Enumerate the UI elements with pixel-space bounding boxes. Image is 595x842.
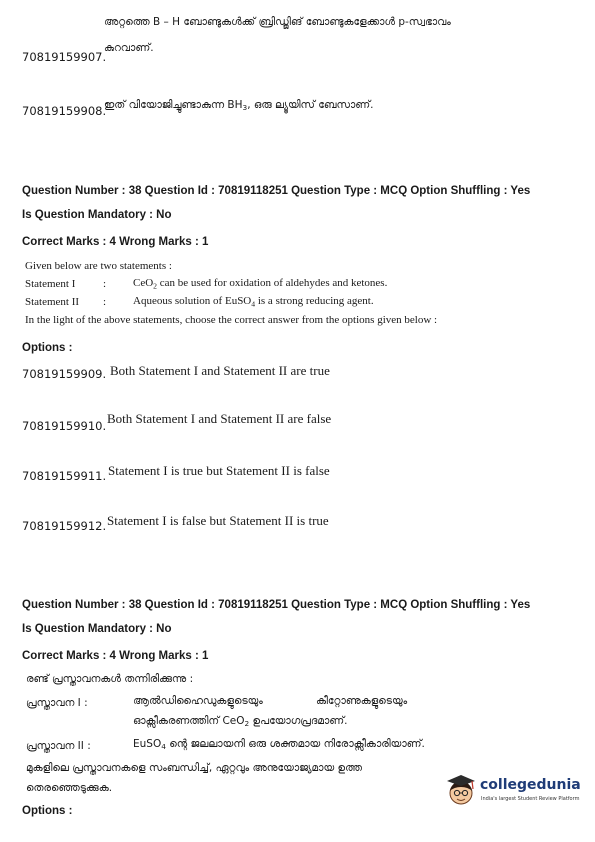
question-mandatory: Is Question Mandatory : No xyxy=(22,623,172,635)
question-marks: Correct Marks : 4 Wrong Marks : 1 xyxy=(22,650,209,662)
question-instruction: In the light of the above statements, choose the correct answer from the options given below : xyxy=(25,314,438,326)
option-text: Both Statement I and Statement II are false xyxy=(107,411,332,426)
statement-2-label: Statement II xyxy=(25,296,80,308)
statement-1-text-a: ആൽഡിഹൈഡുകളുടെയും xyxy=(133,695,263,707)
statement-2-text: EuSO$_4$ ന്റെ ജലലായനി ഒരു ശക്തമായ നിരോക്സീകാരിയാണ്. xyxy=(133,738,425,752)
prev-option-text-line2: കുറവാണ്. xyxy=(104,42,154,54)
graduate-mascot-icon xyxy=(443,772,479,808)
option-id: 70819159911. xyxy=(22,469,107,483)
options-label: Options : xyxy=(22,342,73,354)
brand-logo-name: collegedunia xyxy=(480,777,581,793)
option-text: Statement I is false but Statement II is true xyxy=(107,513,329,528)
statement-1-text-c: ഓക്സീകരണത്തിന് CeO$_2$ ഉപയോഗപ്രദമാണ്. xyxy=(133,715,348,729)
prev-option-text-line1: അറ്റത്തെ B – H ബോണ്ടുകൾക്ക് ബ്രിഡ്ജിങ് ബോണ്ടുകളേക്കാൾ p-സ്വഭാവം xyxy=(104,16,451,28)
question-header: Question Number : 38 Question Id : 70819118251 Question Type : MCQ Option Shuffling : Yes xyxy=(22,599,531,611)
statement-1-text: CeO$_2$ can be used for oxidation of aldehydes and ketones. xyxy=(133,277,388,291)
question-intro: Given below are two statements : xyxy=(25,260,172,272)
option-id: 70819159912. xyxy=(22,519,107,533)
prev-option-text: ഇത് വിയോജിച്ചുണ്ടാകുന്ന $BH_3$, ഒരു ല്യൂയിസ് ബേസാണ്. xyxy=(104,99,374,113)
option-id: 70819159909. xyxy=(22,367,107,381)
option-text: Both Statement I and Statement II are true xyxy=(110,363,330,378)
option-id: 70819159910. xyxy=(22,419,107,433)
options-label: Options : xyxy=(22,805,73,817)
statement-1-colon: : xyxy=(103,278,107,290)
question-marks: Correct Marks : 4 Wrong Marks : 1 xyxy=(22,236,209,248)
prev-option-id: 70819159908. xyxy=(22,104,107,118)
brand-logo-tagline: India's largest Student Review Platform xyxy=(481,796,580,802)
question-instruction-line2: തെരഞ്ഞെടുക്കുക. xyxy=(26,782,113,794)
statement-1-label: പ്രസ്താവന I : xyxy=(26,697,88,709)
question-mandatory: Is Question Mandatory : No xyxy=(22,209,172,221)
statement-1-text-b: കീറ്റോണുകളുടെയും xyxy=(316,695,408,707)
statement-1-label: Statement I xyxy=(25,278,76,290)
question-intro: രണ്ട് പ്രസ്താവനകൾ തന്നിരിക്കുന്നു : xyxy=(26,673,194,685)
option-text: Statement I is true but Statement II is false xyxy=(108,463,330,478)
question-instruction-line1: മുകളിലെ പ്രസ്താവനകളെ സംബന്ധിച്ച്, ഏറ്റവും അനുയോജ്യമായ ഉത്ത xyxy=(26,762,362,774)
statement-2-colon: : xyxy=(103,296,107,308)
prev-option-id: 70819159907. xyxy=(22,50,107,64)
statement-2-text: Aqueous solution of EuSO$_4$ is a strong reducing agent. xyxy=(133,295,374,309)
question-header: Question Number : 38 Question Id : 70819118251 Question Type : MCQ Option Shuffling : Yes xyxy=(22,185,531,197)
statement-2-label: പ്രസ്താവന II : xyxy=(26,740,91,752)
